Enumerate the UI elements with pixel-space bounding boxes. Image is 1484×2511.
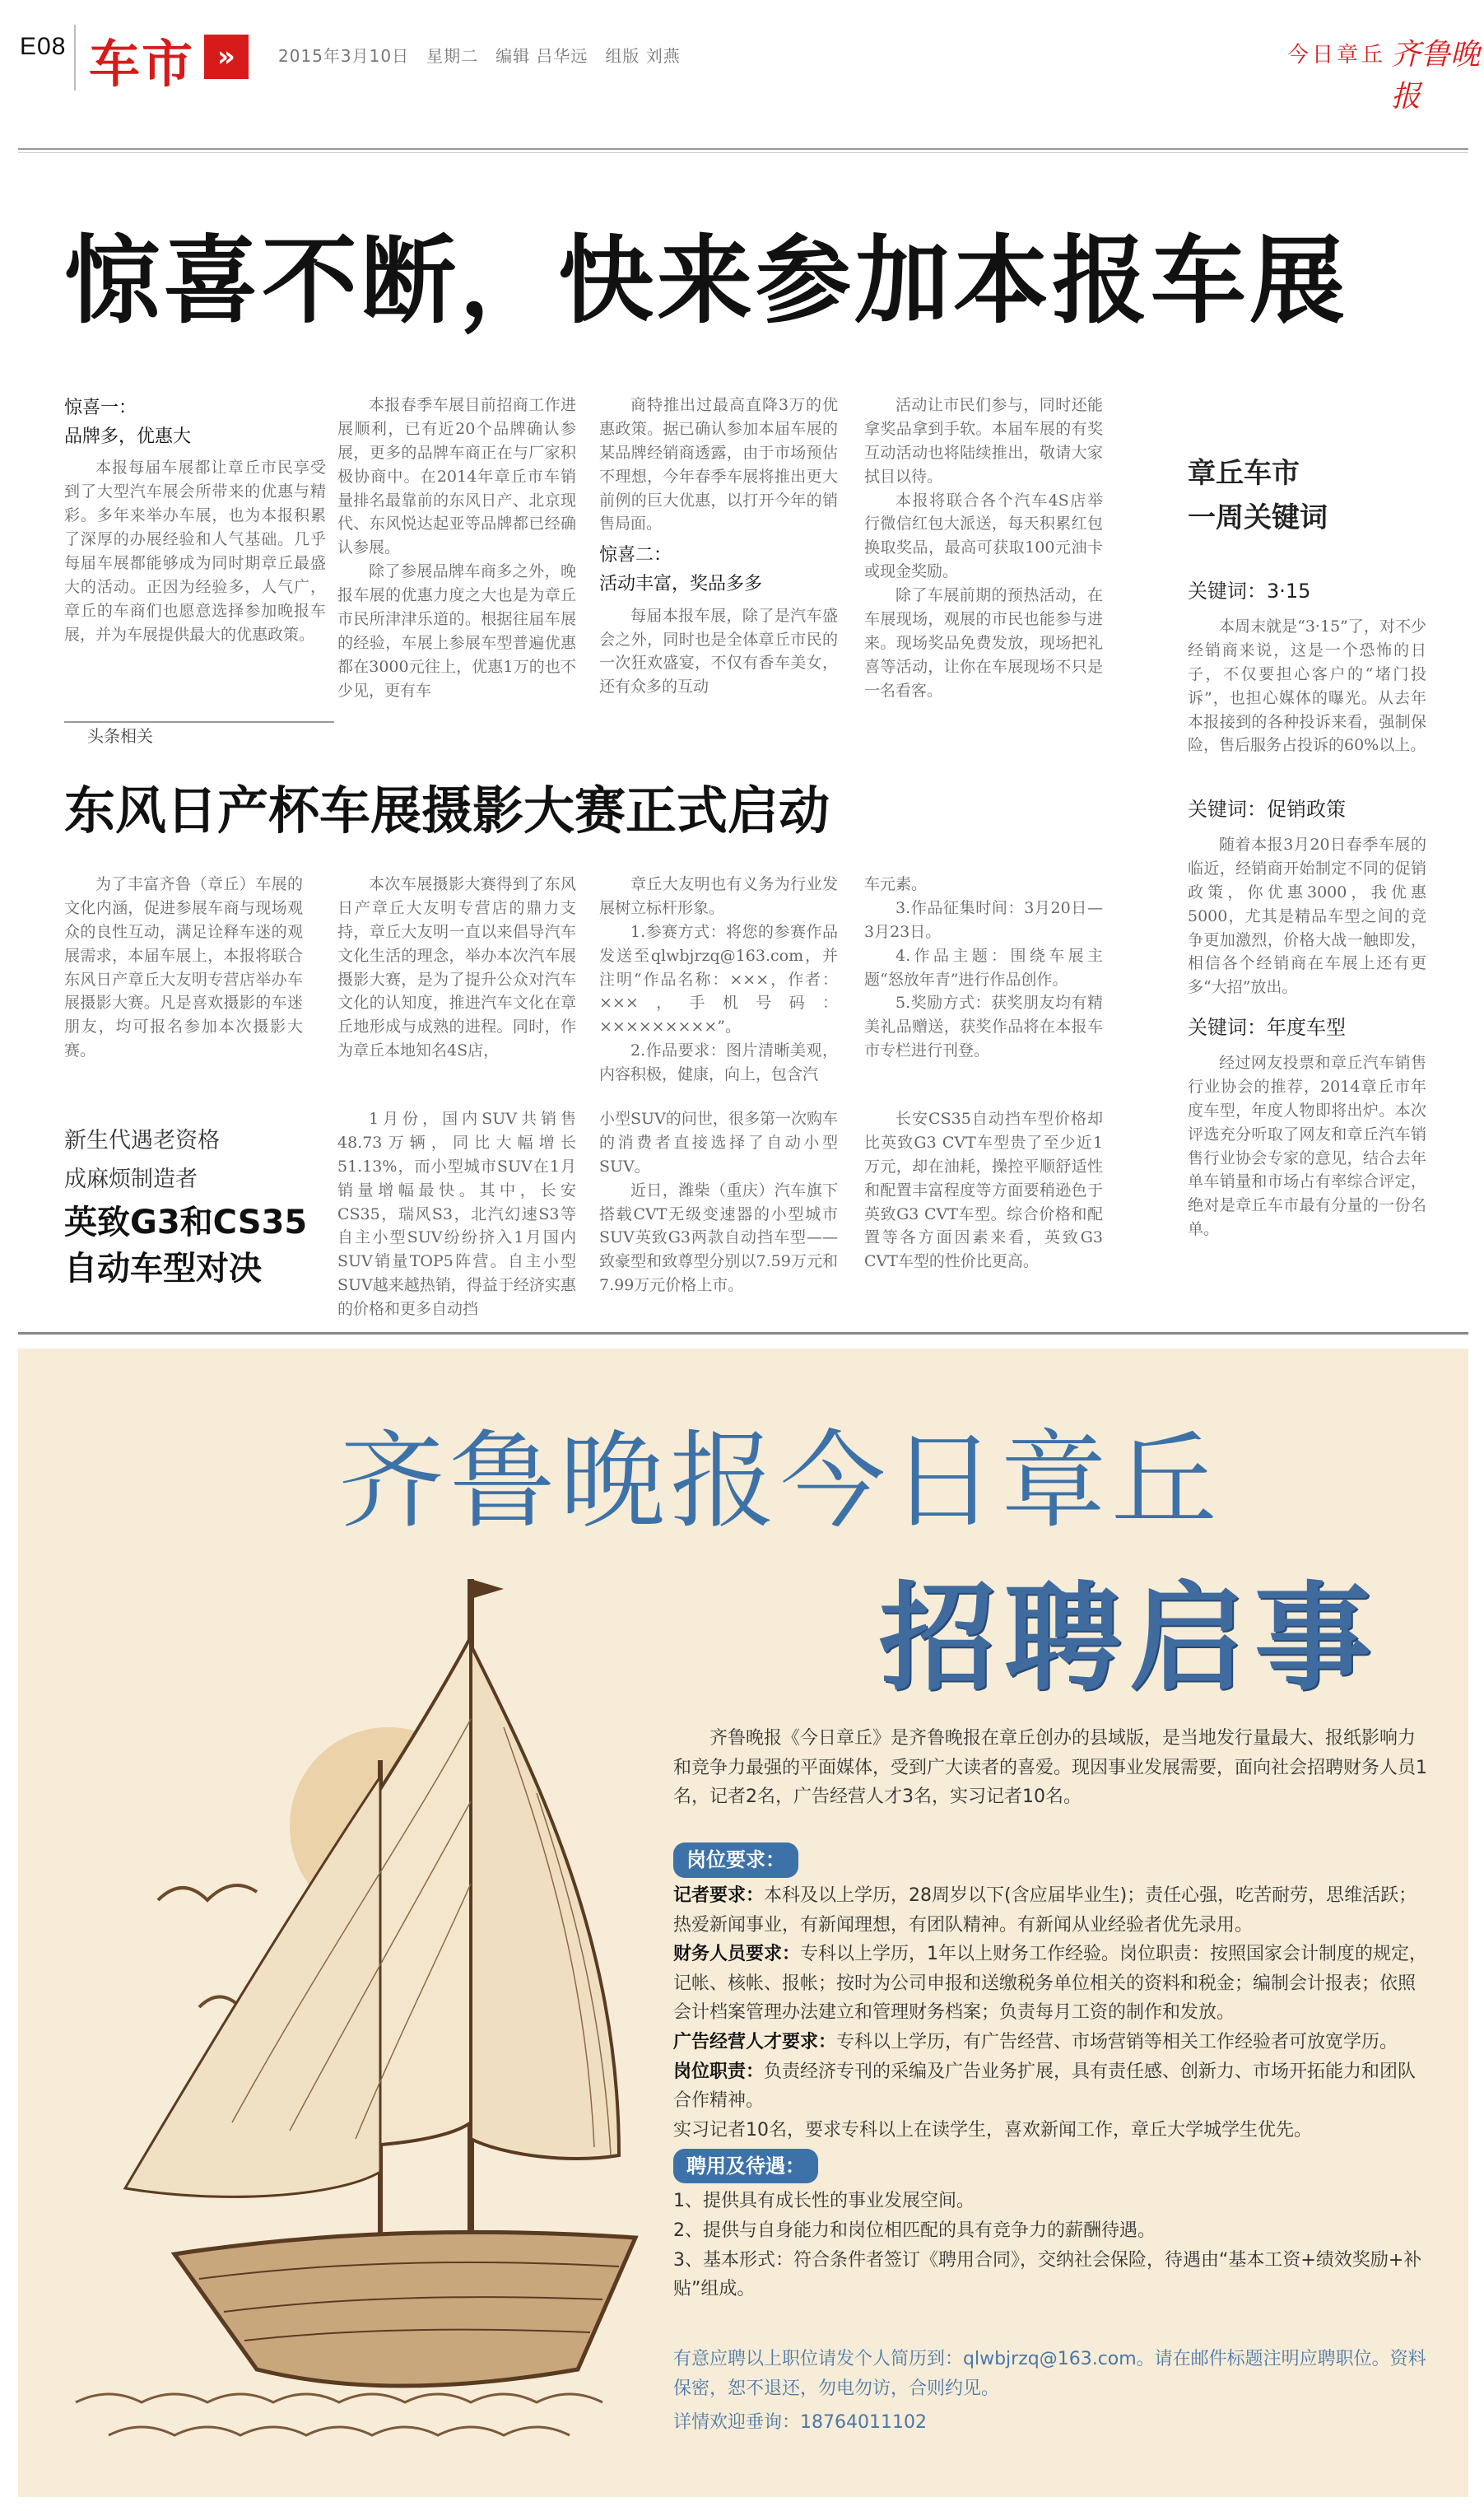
page-header [0, 0, 1484, 152]
article2-paragraph: 4.作品主题：围绕车展主题“怒放年青”进行作品创作。 [864, 946, 1103, 989]
keywords-title-line2: 一周关键词 [1188, 501, 1328, 535]
requirement-reporter [673, 1881, 1431, 1940]
article1-paragraph: 除了车展前期的预热活动，在车展现场，观展的市民也能参与进来。现场奖品免费发放，现场把礼喜等活动，让你在车展现场不只是一名看客。 [864, 586, 1103, 700]
keyword-label: 关键词：3·15 [1188, 580, 1311, 603]
requirement-duties [673, 2057, 1431, 2116]
recruitment-ad [18, 1349, 1468, 2497]
keyword-label: 关键词：年度车型 [1188, 1016, 1346, 1039]
requirement-text: 负责经济专刊的采编及广告业务扩展，具有责任感、创新力、市场开拓能力和团队合作精神。 [673, 2061, 1417, 2112]
ad-title-bold: 招聘启事 [879, 1571, 1379, 1707]
section-divider [18, 1332, 1468, 1335]
article3-kicker: 成麻烦制造者 [64, 1167, 198, 1193]
article2-column-1 [64, 873, 303, 1063]
article1-column-2 [337, 394, 576, 702]
ship-flag [471, 1579, 504, 1599]
ship-sail [471, 1645, 619, 2159]
article2-headline: 东风日产杯车展摄影大赛正式启动 [64, 780, 830, 841]
article3-headline: 英致G3和CS35 [64, 1203, 308, 1242]
keyword-body: 经过网友投票和章丘汽车销售行业协会的推荐，2014章丘市年度车型，年度人物即将出炉。本次评选充分听取了网友和章丘汽车销售行业协会专家的意见，结合去年单车销量和市场占有率综合评定，绝对是章丘车市最有分量的一份名单。 [1188, 1054, 1426, 1239]
requirement-label: 岗位职责： [673, 2061, 765, 2082]
requirement-ad-sales [673, 2028, 1431, 2057]
edition-label: 今日章丘 [1287, 43, 1387, 68]
article2-paragraph: 车元素。 [864, 875, 928, 893]
requirement-label: 广告经营人才要求： [673, 2032, 837, 2052]
ad-intro: 齐鲁晚报《今日章丘》是齐鲁晚报在章丘创办的县域版，是当地发行量最大、报纸影响力和竞争力最强的平面媒体，受到广大读者的喜爱。现因事业发展需要，面向社会招聘财务人员1名，记者2名，广告经营人才3名，实习记者10名。 [673, 1728, 1428, 1808]
contact-email-text: 有意应聘以上职位请发个人简历到：qlwbjrzq@163.com。请在邮件标题注明应聘职位。资料保密，恕不退还，勿电勿访，合则约见。 [673, 2349, 1426, 2399]
benefit-item: 1、提供具有成长性的事业发展空间。 [673, 2191, 975, 2212]
article2-paragraph: 1.参赛方式：将您的参赛作品发送至qlwbjrzq@163.com，并注明“作品名称：×××，作者：×××，手机号码：×××××××××”。 [599, 922, 838, 1037]
keyword-body: 随着本报3月20日春季车展的临近，经销商开始制定不同的促销政策，你优惠3000，我优惠5000，尤其是精品车型之间的竞争更加激烈，价格大战一触即发，相信各个经销商在车展上还有更多“大招”放出。 [1188, 836, 1426, 997]
related-tag: 头条相关 [79, 723, 161, 747]
requirement-text: 专科以上学历，1年以上财务工作经验。岗位职责：按照国家会计制度的规定，记帐、核帐、报帐；按时为公司申报和送缴税务单位相关的资料和税金；编制会计报表；依照会计档案管理办法建立和管理财务档案；负责每月工资的制作和发放。 [673, 1944, 1428, 2024]
article1-paragraph: 每届本报车展，除了是汽车盛会之外，同时也是全体章丘市民的一次狂欢盛宴，不仅有香车美女，还有众多的互动 [599, 606, 838, 696]
ad-contact [673, 2345, 1431, 2438]
article1-paragraph: 本报春季车展目前招商工作进展顺利，已有近20个品牌确认参展，更多的品牌车商正在与厂家积极协商中。在2014年章丘市车销量排名最靠前的东风日产、北京现代、东风悦达起亚等品牌都已经确认参展。 [337, 396, 576, 557]
requirement-intern: 实习记者10名，要求专科以上在读学生，喜欢新闻工作，章丘大学城学生优先。 [673, 2119, 1312, 2141]
keywords-title [1188, 451, 1435, 541]
article3-paragraph: 1月份，国内SUV共销售48.73万辆，同比大幅增长51.13%，而小型城市SUV在1月销量增幅最快。其中，长安CS35，瑞风S3，北汽幻速S3等自主小型SUV纷纷挤入1月国内SUV销量TOP5阵营。自主小型SUV越来越热销，得益于经济实惠的价格和更多自动挡 [337, 1110, 576, 1318]
header-rule [18, 148, 1468, 150]
benefit-item: 3、基本形式：符合条件者签订《聘用合同》，交纳社会保险，待遇由“基本工资+绩效奖励+补贴”组成。 [673, 2249, 1422, 2300]
article3-column-3 [864, 1107, 1103, 1274]
ad-title: 齐鲁晚报今日章丘 [339, 1420, 1222, 1543]
article2-paragraph: 3.作品征集时间：3月20日—3月23日。 [864, 898, 1103, 941]
keyword-block-promotion [1188, 793, 1426, 999]
article1-paragraph: 本报将联合各个汽车4S店举行微信红包大派送，每天积累红包换取奖品，最高可获取100元油卡或现金奖励。 [864, 491, 1103, 581]
requirements-pill: 岗位要求： [673, 1842, 798, 1878]
section-title: 车市 [89, 34, 195, 94]
article3-paragraph: 长安CS35自动挡车型价格却比英致G3 CVT车型贵了至少近1万元，却在油耗，操控平顺舒适性和配置丰富程度等方面要稍逊色于英致G3 CVT车型。综合价格和配置等各方面因素来看，英致G3 CVT车型的性价比更高。 [864, 1110, 1103, 1271]
ad-requirements [673, 1842, 1431, 2304]
header-rule-thin [18, 152, 1468, 153]
article1-paragraph: 除了参展品牌车商多之外，晚报车展的优惠力度之大也是为章丘市民所津津乐道的。根据往届车展的经验，车展上参展车型普遍优惠都在3000元往上，优惠1万的也不少见，更有车 [337, 562, 576, 700]
article3-paragraph: 小型SUV的问世，很多第一次购车的消费者直接选择了自动小型SUV。 [599, 1110, 838, 1176]
article2-column-4 [864, 873, 1103, 1063]
article2-column-2 [337, 873, 576, 1063]
article3-headline: 自动车型对决 [64, 1249, 262, 1288]
benefit-item: 2、提供与自身能力和岗位相匹配的具有竞争力的薪酬待遇。 [673, 2220, 1156, 2241]
seagull-icon [158, 1885, 257, 1900]
sea-waves [76, 2394, 602, 2435]
article3-paragraph: 近日，潍柴（重庆）汽车旗下搭载CVT无级变速器的小型城市SUV英致G3两款自动挡车型——致豪型和致尊型分别以7.59万元和7.99万元价格上市。 [599, 1181, 838, 1295]
keyword-label: 关键词：促销政策 [1188, 798, 1346, 821]
requirement-label: 财务人员要求： [673, 1944, 801, 1965]
article2-paragraph: 章丘大友明也有义务为行业发展树立标杆形象。 [599, 875, 838, 917]
article1-paragraph: 活动让市民们参与，同时还能拿奖品拿到手软。本届车展的有奖互动活动也将陆续推出，敬请大家拭目以待。 [864, 396, 1103, 486]
requirement-text: 本科及以上学历，28周岁以下(含应届毕业生)；责任心强，吃苦耐劳，思维活跃；热爱新闻事业，有新闻理想，有团队精神。有新闻从业经验者优先录用。 [673, 1884, 1417, 1936]
article3-column-2 [599, 1107, 838, 1297]
subhead-surprise-2-title: 活动丰富，奖品多多 [599, 574, 763, 595]
main-headline: 惊喜不断，快来参加本报车展 [64, 226, 1348, 337]
article3-heading [64, 1121, 328, 1292]
article1-column-3 [599, 394, 838, 699]
article2-paragraph: 5.奖励方式：获奖朋友均有精美礼品赠送，获奖作品将在本报车市专栏进行刊登。 [864, 994, 1103, 1060]
benefits-pill: 聘用及待遇： [673, 2149, 818, 2184]
newspaper-logo: 齐鲁晚报 [1391, 38, 1481, 114]
keywords-title-line1: 章丘车市 [1188, 457, 1300, 490]
article1-column-4 [864, 394, 1103, 702]
article1-paragraph: 商特推出过最高直降3万的优惠政策。据已确认参加本届车展的某品牌经销商透露，由于市场预估不理想，今年春季车展将推出更大前例的巨大优惠，以打开今年的销售局面。 [599, 396, 838, 533]
article2-paragraph: 本次车展摄影大赛得到了东风日产章丘大友明专营店的鼎力支持，章丘大友明一直以来倡导汽车文化生活的理念，举办本次汽车展摄影大赛，是为了提升公众对汽车文化的认知度，推进汽车文化在章丘地形成与成熟的进程。同时，作为章丘本地知名4S店， [337, 875, 576, 1060]
requirement-label: 记者要求： [673, 1884, 765, 1906]
article1-column-1 [64, 394, 326, 646]
requirement-finance [673, 1940, 1431, 2028]
contact-phone: 详情欢迎垂询：18764011102 [673, 2412, 927, 2434]
section-arrow-icon: » [204, 35, 249, 79]
keyword-block-car-of-year [1188, 1011, 1426, 1242]
article3-kicker: 新生代遇老资格 [64, 1128, 220, 1153]
article3-column-1 [337, 1107, 576, 1321]
subhead-surprise-1: 惊喜一： [64, 398, 137, 418]
keyword-block-315 [1188, 575, 1426, 757]
ship-sail [125, 1777, 380, 2197]
sailing-ship-illustration [43, 1513, 668, 2485]
subhead-surprise-2: 惊喜二： [599, 545, 672, 566]
article2-paragraph: 2.作品要求：图片清晰美观，内容积极，健康，向上，包含汽 [599, 1041, 838, 1083]
page-number: E08 [20, 33, 67, 60]
keyword-body: 本周末就是“3·15”了，对不少经销商来说，这是一个恐怖的日子，不仅要担心客户的“堵门投诉”，也担心媒体的曝光。从去年本报接到的各种投诉来看，强制保险，售后服务占投诉的60%以上。 [1188, 617, 1426, 755]
article2-paragraph: 为了丰富齐鲁（章丘）车展的文化内涵，促进参展车商与现场观众的良性互动，满足诠释车迷的观展需求，本届车展上，本报将联合东风日产章丘大友明专营店举办车展摄影大赛。凡是喜欢摄影的车迷朋友，均可报名参加本次摄影大赛。 [64, 875, 303, 1060]
article1-paragraph: 本报每届车展都让章丘市民享受到了大型汽车展会所带来的优惠与精彩。多年来举办车展，也为本报积累了深厚的办展经验和人气基础。几乎每届车展都能够成为同时期章丘最盛大的活动。正因为经验多，人气广，章丘的车商们也愿意选择参加晚报车展，并为车展提供最大的优惠政策。 [64, 459, 326, 644]
issue-meta: 2015年3月10日 星期二 编辑 吕华远 组版 刘燕 [278, 46, 681, 66]
header-divider [74, 25, 76, 91]
article2-column-3 [599, 873, 838, 1087]
subhead-surprise-1-title: 品牌多，优惠大 [64, 426, 192, 448]
requirement-text: 专科以上学历，有广告经营、市场营销等相关工作经验者可放宽学历。 [836, 2032, 1398, 2052]
